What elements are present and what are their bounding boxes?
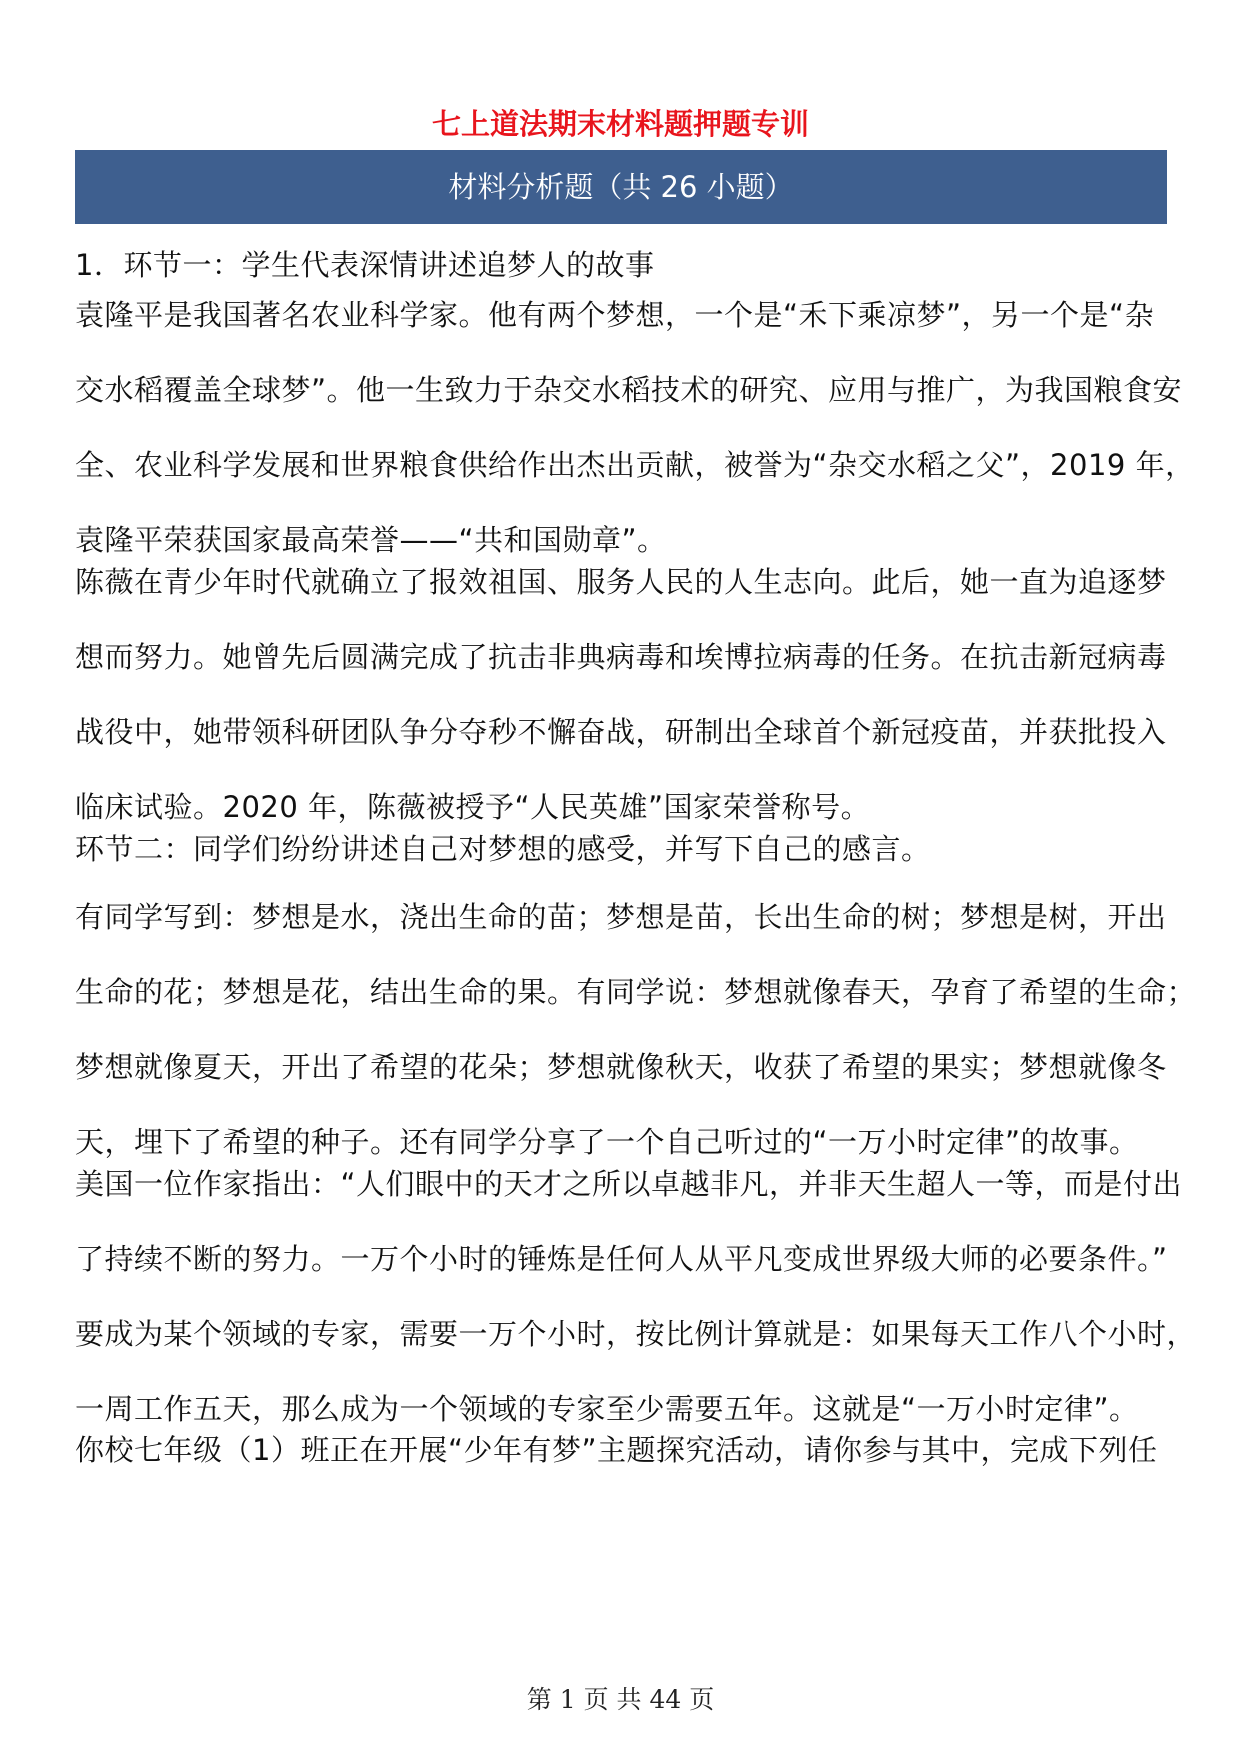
text-line: 交水稻覆盖全球梦”。他一生致力于杂交水稻技术的研究、应用与推广，为我国粮食安 [75,373,1183,407]
text-line: 天，埋下了希望的种子。还有同学分享了一个自己听过的“一万小时定律”的故事。 [75,1125,1139,1159]
text-line: 你校七年级（1）班正在开展“少年有梦”主题探究活动，请你参与其中，完成下列任 [75,1433,1158,1467]
question-heading-text: 1．环节一：学生代表深情讲述追梦人的故事 [75,248,655,282]
page-title: 七上道法期末材料题押题专训 [431,107,809,141]
text-line: 陈薇在青少年时代就确立了报效祖国、服务人民的人生志向。此后，她一直为追逐梦 [75,565,1167,599]
paragraph-yuan-longping [75,278,1195,578]
text-line: 袁隆平荣获国家最高荣誉——“共和国勋章”。 [75,523,667,557]
text-line: 生命的花；梦想是花，结出生命的果。有同学说：梦想就像春天，孕育了希望的生命； [75,975,1197,1009]
paragraph-chen-wei [75,545,1175,845]
text-line: 全、农业科学发展和世界粮食供给作出杰出贡献，被誉为“杂交水稻之父”，2019 年， [75,448,1195,482]
paragraph-dream-quotes [75,880,1197,1180]
text-line: 临床试验。2020 年，陈薇被授予“人民英雄”国家荣誉称号。 [75,790,871,824]
text-line: 一周工作五天，那么成为一个领域的专家至少需要五年。这就是“一万小时定律”。 [75,1392,1139,1426]
text-line: 战役中，她带领科研团队争分夺秒不懈奋战，研制出全球首个新冠疫苗，并获批投入 [75,715,1167,749]
text-line: 美国一位作家指出：“人们眼中的天才之所以卓越非凡，并非天生超人一等，而是付出 [75,1167,1183,1201]
text-line: 袁隆平是我国著名农业科学家。他有两个梦想，一个是“禾下乘凉梦”，另一个是“杂 [75,298,1155,332]
text-line: 要成为某个领域的专家，需要一万个小时，按比例计算就是：如果每天工作八个小时， [75,1317,1197,1351]
section-banner: 材料分析题（共 26 小题） [75,150,1167,224]
step-two-heading [75,812,1175,887]
page-number: 第 1 页 共 44 页 [526,1685,715,1714]
paragraph-task-intro [75,1413,1175,1488]
step-two-heading-text: 环节二：同学们纷纷讲述自己对梦想的感受，并写下自己的感言。 [75,832,931,866]
text-line: 想而努力。她曾先后圆满完成了抗击非典病毒和埃博拉病毒的任务。在抗击新冠病毒 [75,640,1167,674]
text-line: 梦想就像夏天，开出了希望的花朵；梦想就像秋天，收获了希望的果实；梦想就像冬 [75,1050,1167,1084]
text-line: 了持续不断的努力。一万个小时的锤炼是任何人从平凡变成世界级大师的必要条件。” [75,1242,1168,1276]
paragraph-ten-thousand-hours [75,1147,1197,1447]
text-line: 有同学写到：梦想是水，浇出生命的苗；梦想是苗，长出生命的树；梦想是树，开出 [75,900,1167,934]
